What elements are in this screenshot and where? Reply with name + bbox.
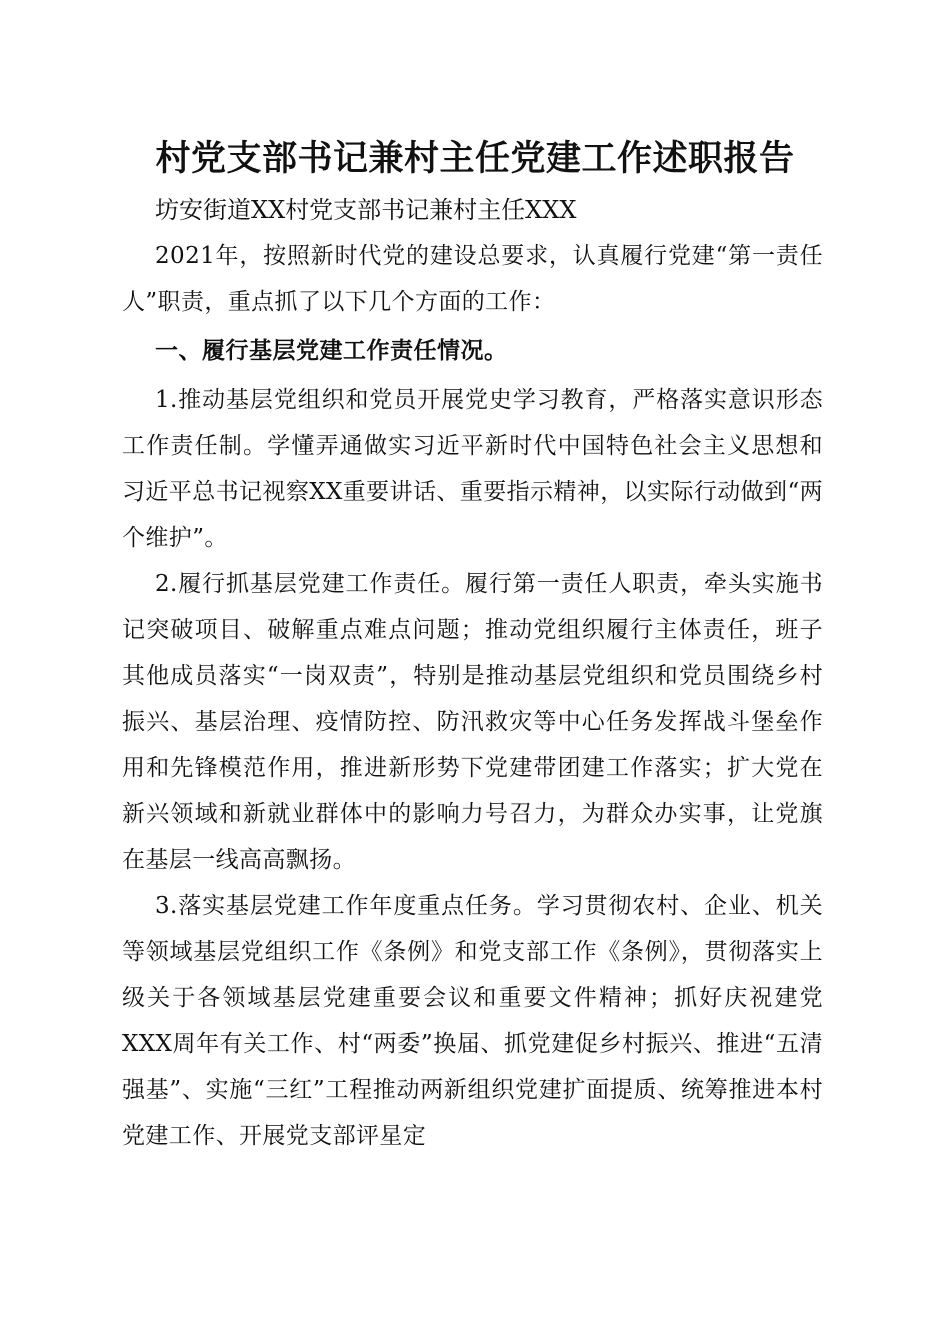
body-paragraph-2: 2.履行抓基层党建工作责任。履行第一责任人职责，牵头实施书记突破项目、破解重点难点问题；推动党组织履行主体责任，班子其他成员落实“一岗双责”，特别是推动基层党组织和党员围绕乡村振兴、基层治理、疫情防控、防汛救灾等中心任务发挥战斗堡垒作用和先锋模范作用，推进新形势下党建带团建工作落实；扩大党在新兴领域和新就业群体中的影响力号召力，为群众办实事，让党旗在基层一线高高飘扬。 (122, 571, 823, 873)
document-subtitle: 坊安街道XX村党支部书记兼村主任XXX (155, 196, 577, 224)
document-title: 村党支部书记兼村主任党建工作述职报告 (155, 138, 795, 179)
intro-paragraph: 2021年，按照新时代党的建设总要求，认真履行党建“第一责任人”职责，重点抓了以下几个方面的工作： (122, 243, 823, 315)
body-paragraph-1: 1.推动基层党组织和党员开展党史学习教育，严格落实意识形态工作责任制。学懂弄通做实习近平新时代中国特色社会主义思想和习近平总书记视察XX重要讲话、重要指示精神，以实际行动做到“两个维护”。 (122, 387, 823, 551)
document-body (122, 233, 823, 1159)
section-heading: 一、履行基层党建工作责任情况。 (155, 338, 508, 364)
body-paragraph-3: 3.落实基层党建工作年度重点任务。学习贯彻农村、企业、机关等领域基层党组织工作《条例》和党支部工作《条例》，贯彻落实上级关于各领域基层党建重要会议和重要文件精神；抓好庆祝建党XXX周年有关工作、村“两委”换届、抓党建促乡村振兴、推进“五清强基”、实施“三红”工程推动两新组织党建扩面提质、统筹推进本村党建工作、开展党支部评星定 (122, 893, 823, 1149)
